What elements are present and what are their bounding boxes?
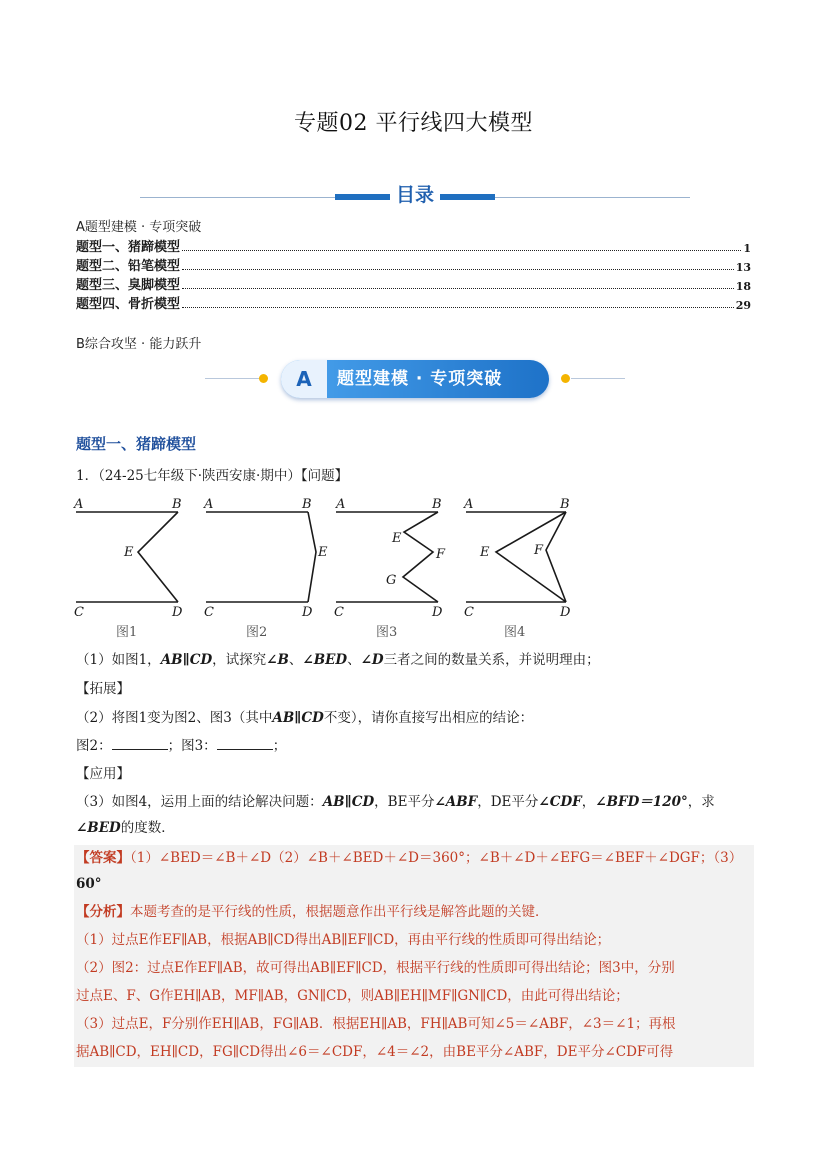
fig1-label-c: C	[74, 605, 84, 620]
fig4-label-c: C	[464, 605, 474, 620]
fig3-label-g: G	[386, 573, 397, 588]
toc-row[interactable]: 题型四、骨折模型 29	[76, 297, 751, 312]
question-3: （3）如图4，运用上面的结论解决问题：AB∥CD，BE平分∠ABF，DE平分∠CDF，∠BFD＝120°，求	[76, 794, 715, 810]
geometry-figures	[70, 492, 590, 642]
fig1-label-d: D	[172, 605, 183, 620]
answer-line-2: 60°	[76, 876, 102, 892]
toc-heading: 目录	[395, 184, 434, 206]
fig1-caption: 图1	[116, 625, 138, 640]
question-1: （1）如图1，AB∥CD，试探究∠B、∠BED、∠D三者之间的数量关系，并说明理由；	[76, 652, 600, 668]
fig3-label-e: E	[392, 531, 402, 546]
problem-intro: 1．（24-25七年级下·陕西安康·期中）【问题】	[76, 468, 349, 484]
fig2-label-d: D	[302, 605, 313, 620]
analysis-intro: 【分析】本题考查的是平行线的性质，根据题意作出平行线是解答此题的关键．	[76, 904, 549, 920]
toc-row[interactable]: 题型三、臭脚模型 18	[76, 278, 751, 293]
answer-blank-fig2[interactable]	[112, 737, 168, 750]
fig1-label-b: B	[172, 497, 182, 512]
answer-blank-fig3[interactable]	[217, 737, 273, 750]
banner-text: 题型建模 · 专项突破	[337, 369, 503, 389]
fig3-caption: 图3	[376, 625, 398, 640]
fig2-caption: 图2	[246, 625, 268, 640]
analysis-3b: 据AB∥CD，EH∥CD，FG∥CD得出∠6＝∠CDF，∠4＝∠2，由BE平分∠ABF，DE平分∠CDF可得	[76, 1044, 674, 1060]
toc-row[interactable]: 题型二、铅笔模型 13	[76, 259, 751, 274]
toc-section-b: B综合攻坚 · 能力跃升	[76, 337, 202, 352]
fig3-label-f: F	[436, 547, 446, 562]
toc-heading-decor	[140, 180, 690, 210]
fig4-label-a: A	[464, 497, 474, 512]
question-2: （2）将图1变为图2、图3（其中AB∥CD不变），请你直接写出相应的结论：	[76, 710, 534, 726]
fig4-label-b: B	[560, 497, 570, 512]
analysis-2a: （2）图2：过点E作EF∥AB，故可得出AB∥EF∥CD，根据平行线的性质即可得出结论；图3中，分别	[76, 960, 675, 976]
section-banner	[205, 357, 625, 401]
question-2-blanks: 图2： ；图3： ；	[76, 738, 287, 754]
fig4-caption: 图4	[504, 625, 526, 640]
banner-letter: A	[281, 360, 327, 398]
question-3-cont: ∠BED的度数．	[76, 820, 175, 836]
fig1-label-e: E	[124, 545, 134, 560]
section-title: 题型一、猪蹄模型	[76, 435, 197, 453]
fig3-label-a: A	[336, 497, 346, 512]
fig2-label-e: E	[318, 545, 328, 560]
fig4-label-d: D	[560, 605, 571, 620]
fig2-label-c: C	[204, 605, 214, 620]
page-title: 专题02 平行线四大模型	[294, 111, 533, 136]
fig2-label-a: A	[204, 497, 214, 512]
expand-tag: 【拓展】	[76, 681, 130, 697]
answer-line-1: 【答案】（1）∠BED＝∠B＋∠D（2）∠B＋∠BED＋∠D＝360°；∠B＋∠D＋∠EFG＝∠BEF＋∠DGF；（3）	[76, 850, 743, 866]
analysis-1: （1）过点E作EF∥AB，根据AB∥CD得出AB∥EF∥CD，再由平行线的性质即可得出结论；	[76, 932, 611, 948]
fig3-label-c: C	[334, 605, 344, 620]
toc-section-a: A题型建模 · 专项突破	[76, 220, 202, 235]
fig1-label-a: A	[74, 497, 84, 512]
analysis-3a: （3）过点E，F分别作EH∥AB，FG∥AB．根据EH∥AB，FH∥AB可知∠5＝∠ABF，∠3＝∠1；再根	[76, 1016, 676, 1032]
analysis-2b: 过点E、F、G作EH∥AB，MF∥AB，GN∥CD，则AB∥EH∥MF∥GN∥CD，由此可得出结论；	[76, 988, 629, 1004]
toc-row[interactable]: 题型一、猪蹄模型 1	[76, 240, 751, 255]
fig2-label-b: B	[302, 497, 312, 512]
fig4-label-e: E	[480, 545, 490, 560]
apply-tag: 【应用】	[76, 766, 130, 782]
fig4-label-f: F	[534, 543, 544, 558]
fig3-label-b: B	[432, 497, 442, 512]
fig3-label-d: D	[432, 605, 443, 620]
